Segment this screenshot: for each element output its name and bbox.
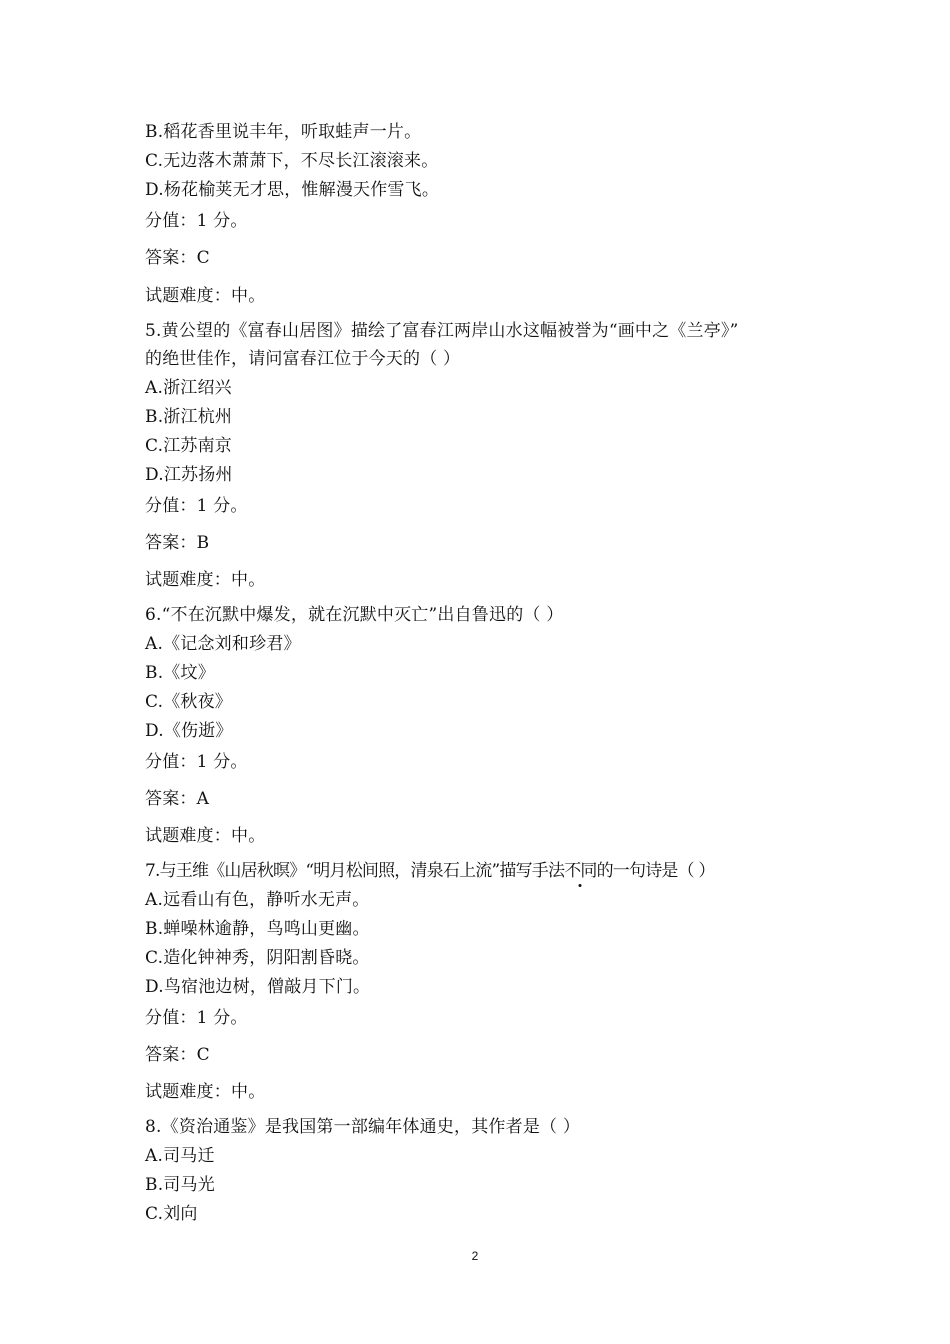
q7-difficulty: 试题难度：中。	[145, 1082, 266, 1102]
q6-option-b: B.《坟》	[145, 663, 215, 683]
q5-stem-line2: 的绝世佳作，请问富春江位于今天的（ ）	[145, 349, 461, 369]
q5-stem-line1: 5.黄公望的《富春山居图》描绘了富春江两岸山水这幅被誉为“画中之《兰亭》”	[145, 321, 739, 341]
q5-option-c: C.江苏南京	[145, 436, 233, 456]
q7-stem-tail: 的一句诗是（ ）	[596, 861, 715, 881]
q6-score: 分值：1 分。	[145, 752, 248, 772]
q8-option-c: C.刘向	[145, 1204, 198, 1224]
q5-difficulty: 试题难度：中。	[145, 570, 266, 590]
q7-answer: 答案：C	[145, 1045, 210, 1065]
q6-stem: 6.“不在沉默中爆发，就在沉默中灭亡”出自鲁迅的（ ）	[145, 605, 564, 625]
q7-option-a: A.远看山有色，静听水无声。	[145, 890, 370, 910]
q5-answer: 答案：B	[145, 533, 210, 553]
q7-stem	[145, 860, 715, 882]
q4-option-d: D.杨花榆荚无才思，惟解漫天作雪飞。	[145, 180, 440, 200]
q7-stem-emphasis: 不同	[564, 861, 597, 881]
q4-option-b: B.稻花香里说丰年，听取蛙声一片。	[145, 122, 422, 142]
q5-option-d: D.江苏扬州	[145, 465, 233, 485]
q7-score: 分值：1 分。	[145, 1008, 248, 1028]
q6-option-d: D.《伤逝》	[145, 721, 233, 741]
q7-option-d: D.鸟宿池边树，僧敲月下门。	[145, 977, 371, 997]
q7-option-c: C.造化钟神秀，阴阳割昏晓。	[145, 948, 370, 968]
q4-score: 分值：1 分。	[145, 211, 248, 231]
q6-difficulty: 试题难度：中。	[145, 826, 266, 846]
q7-option-b: B.蝉噪林逾静，鸟鸣山更幽。	[145, 919, 370, 939]
q8-option-a: A.司马迁	[145, 1146, 215, 1166]
q4-option-c: C.无边落木萧萧下，不尽长江滚滚来。	[145, 151, 439, 171]
q4-difficulty: 试题难度：中。	[145, 286, 266, 306]
q6-answer: 答案：A	[145, 789, 210, 809]
page-number: 2	[471, 1249, 479, 1263]
q8-stem: 8.《资治通鉴》是我国第一部编年体通史，其作者是（ ）	[145, 1117, 581, 1137]
q4-answer: 答案：C	[145, 248, 210, 268]
q5-score: 分值：1 分。	[145, 496, 248, 516]
q8-option-b: B.司马光	[145, 1175, 215, 1195]
q6-option-c: C.《秋夜》	[145, 692, 233, 712]
q6-option-a: A.《记念刘和珍君》	[145, 634, 301, 654]
q5-option-a: A.浙江绍兴	[145, 378, 232, 398]
q5-option-b: B.浙江杭州	[145, 407, 233, 427]
q7-stem-text: 7.与王维《山居秋暝》“明月松间照，清泉石上流”描写手法	[145, 861, 565, 881]
